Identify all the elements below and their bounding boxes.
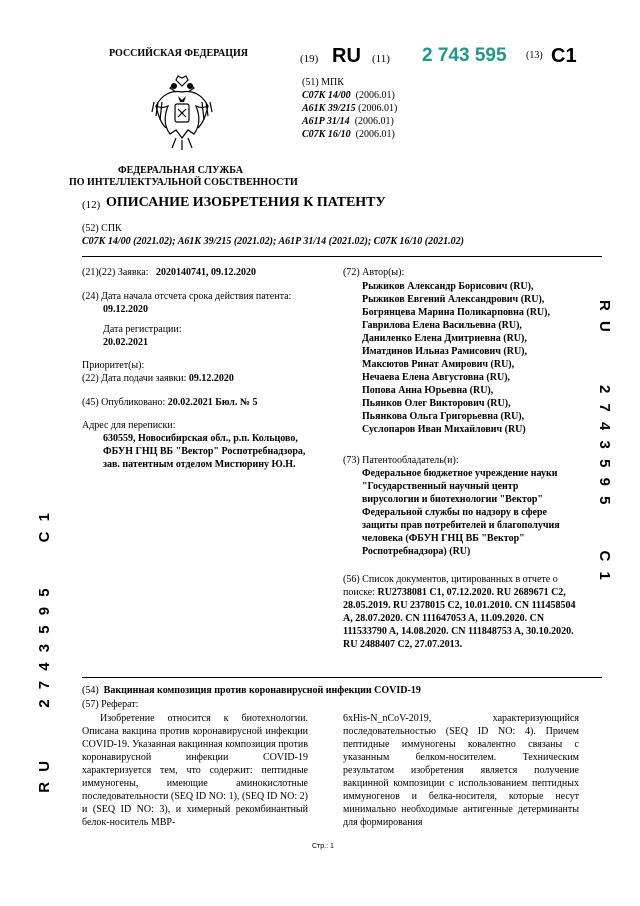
holder-label: (73) Патентообладатель(и):	[343, 455, 459, 466]
emblem-icon	[150, 72, 214, 156]
citations-block: (56) Список документов, цитированных в отчете о поиске: RU2738081 C1, 07.12.2020. RU 2689671 C2, 28.05.2019. RU 2378015 C2, 10.01.2010. CN 111458504 A, 28.07.2020. CN 111647053 A, 11.09.2020. CN 111533790 A, 14.08.2020. CN 111848753 A, 30.10.2020. RU 2488407 C2, 27.07.2013.	[343, 574, 576, 650]
term-value: 09.12.2020	[103, 304, 148, 315]
patent-number: 2 743 595	[422, 45, 507, 66]
spk-codes: C07K 14/00 (2021.02); A61K 39/215 (2021.02); A61P 31/14 (2021.02); C07K 16/10 (2021.02)	[82, 236, 464, 247]
spk-label: (52) СПК	[82, 223, 122, 234]
author: Нечаева Елена Августовна (RU),	[362, 372, 511, 383]
authors-list	[362, 280, 582, 436]
application-field: (21)(22) Заявка: 2020140741, 09.12.2020	[82, 267, 257, 278]
code-11: (11)	[372, 53, 390, 65]
author: Пьянков Олег Викторович (RU),	[362, 398, 511, 409]
divider	[82, 677, 602, 678]
authors-label: (72) Автор(ы):	[343, 267, 405, 278]
country-name: РОССИЙСКАЯ ФЕДЕРАЦИЯ	[109, 48, 249, 59]
reg-label: Дата регистрации:	[103, 324, 182, 335]
author: Пьянкова Ольга Григорьевна (RU),	[362, 411, 525, 422]
author: Даниленко Елена Дмитриевна (RU),	[362, 333, 527, 344]
address-value: 630559, Новосибирская обл., р.п. Кольцово, ФБУН ГНЦ ВБ "Вектор" Роспотребнадзора, зав. патентным отделом Мистюрину Ю.Н.	[103, 433, 306, 470]
kind-code: C1	[551, 45, 577, 67]
holder-value: Федеральное бюджетное учреждение науки "Государственный научный центр вирусологии и биотехнологии "Вектор" Федеральной службы по надзору в сфере защиты прав потребителей и благополучия человека (ФБУН ГНЦ ВБ "Вектор" Роспотребнадзора) (RU)	[362, 468, 560, 557]
abstract-column-2: 6xHis-N_nCoV-2019, характеризующийся последовательностью (SEQ ID NO: 4). Причем пептидные иммуногены ковалентно связаны с указанным белком-носителем. Техническим результатом изобретения является получение вакцинной композиции с использованием пептидных иммуногенов и белка-носителя, которые несут минимально необходимые антигенные детерминанты для формирования	[343, 713, 579, 828]
author: Гаврилова Елена Васильевна (RU),	[362, 320, 522, 331]
code-13: (13)	[526, 50, 543, 61]
country-code: RU	[332, 45, 361, 67]
ipc-row: A61K 39/215 (2006.01)	[302, 103, 398, 114]
ipc-list	[302, 89, 502, 141]
side-label-left: R U 2 7 4 3 5 9 5 C 1	[36, 510, 53, 793]
side-label-right: R U 2 7 4 3 5 9 5 C 1	[596, 300, 613, 583]
author: Иматдинов Ильназ Рамисович (RU),	[362, 346, 528, 357]
ipc-row: A61P 31/14 (2006.01)	[302, 116, 394, 127]
code-19: (19)	[300, 53, 319, 65]
author: Суслопаров Иван Михайлович (RU)	[362, 424, 526, 435]
reg-value: 20.02.2021	[103, 337, 148, 348]
divider	[82, 256, 602, 257]
ipc-row: C07K 16/10 (2006.01)	[302, 129, 395, 140]
published-field: (45) Опубликовано: 20.02.2021 Бюл. № 5	[82, 397, 258, 408]
term-label: (24) Дата начала отсчета срока действия патента:	[82, 291, 292, 302]
address-label: Адрес для переписки:	[82, 420, 176, 431]
author: Максютов Ринат Амирович (RU),	[362, 359, 515, 370]
author: Рыжиков Александр Борисович (RU),	[362, 281, 534, 292]
page-number: Стр.: 1	[312, 843, 334, 850]
author: Богрянцева Марина Поликарповна (RU),	[362, 307, 550, 318]
code-12: (12)	[82, 199, 101, 211]
document-title: ОПИСАНИЕ ИЗОБРЕТЕНИЯ К ПАТЕНТУ	[106, 195, 386, 210]
agency-line-1: ФЕДЕРАЛЬНАЯ СЛУЖБА	[118, 165, 243, 176]
agency-line-2: ПО ИНТЕЛЛЕКТУАЛЬНОЙ СОБСТВЕННОСТИ	[69, 177, 298, 188]
priority-label: Приоритет(ы):	[82, 360, 145, 371]
ipc-row: C07K 14/00 (2006.01)	[302, 90, 395, 101]
abstract-label: (57) Реферат:	[82, 699, 139, 710]
ipc-label: (51) МПК	[302, 77, 344, 88]
abstract-column-1: Изобретение относится к биотехнологии. Описана вакцина против коронавирусной инфекции COVID-19. Указанная вакцинная композиция против коронавирусной инфекции COVID-19 характеризуется тем, что содержит: пептидные иммуногены, имеющие аминокислотные последовательности (SEQ ID NO: 1), (SEQ ID NO: 2) и (SEQ ID NO: 3), и химерный рекомбинантный белок-носитель MBP-	[82, 713, 308, 828]
filing-field: (22) Дата подачи заявки: 09.12.2020	[82, 373, 234, 384]
author: Попова Анна Юрьевна (RU),	[362, 385, 494, 396]
author: Рыжиков Евгений Александрович (RU),	[362, 294, 545, 305]
invention-title: (54) Вакцинная композиция против коронавирусной инфекции COVID-19	[82, 685, 421, 696]
